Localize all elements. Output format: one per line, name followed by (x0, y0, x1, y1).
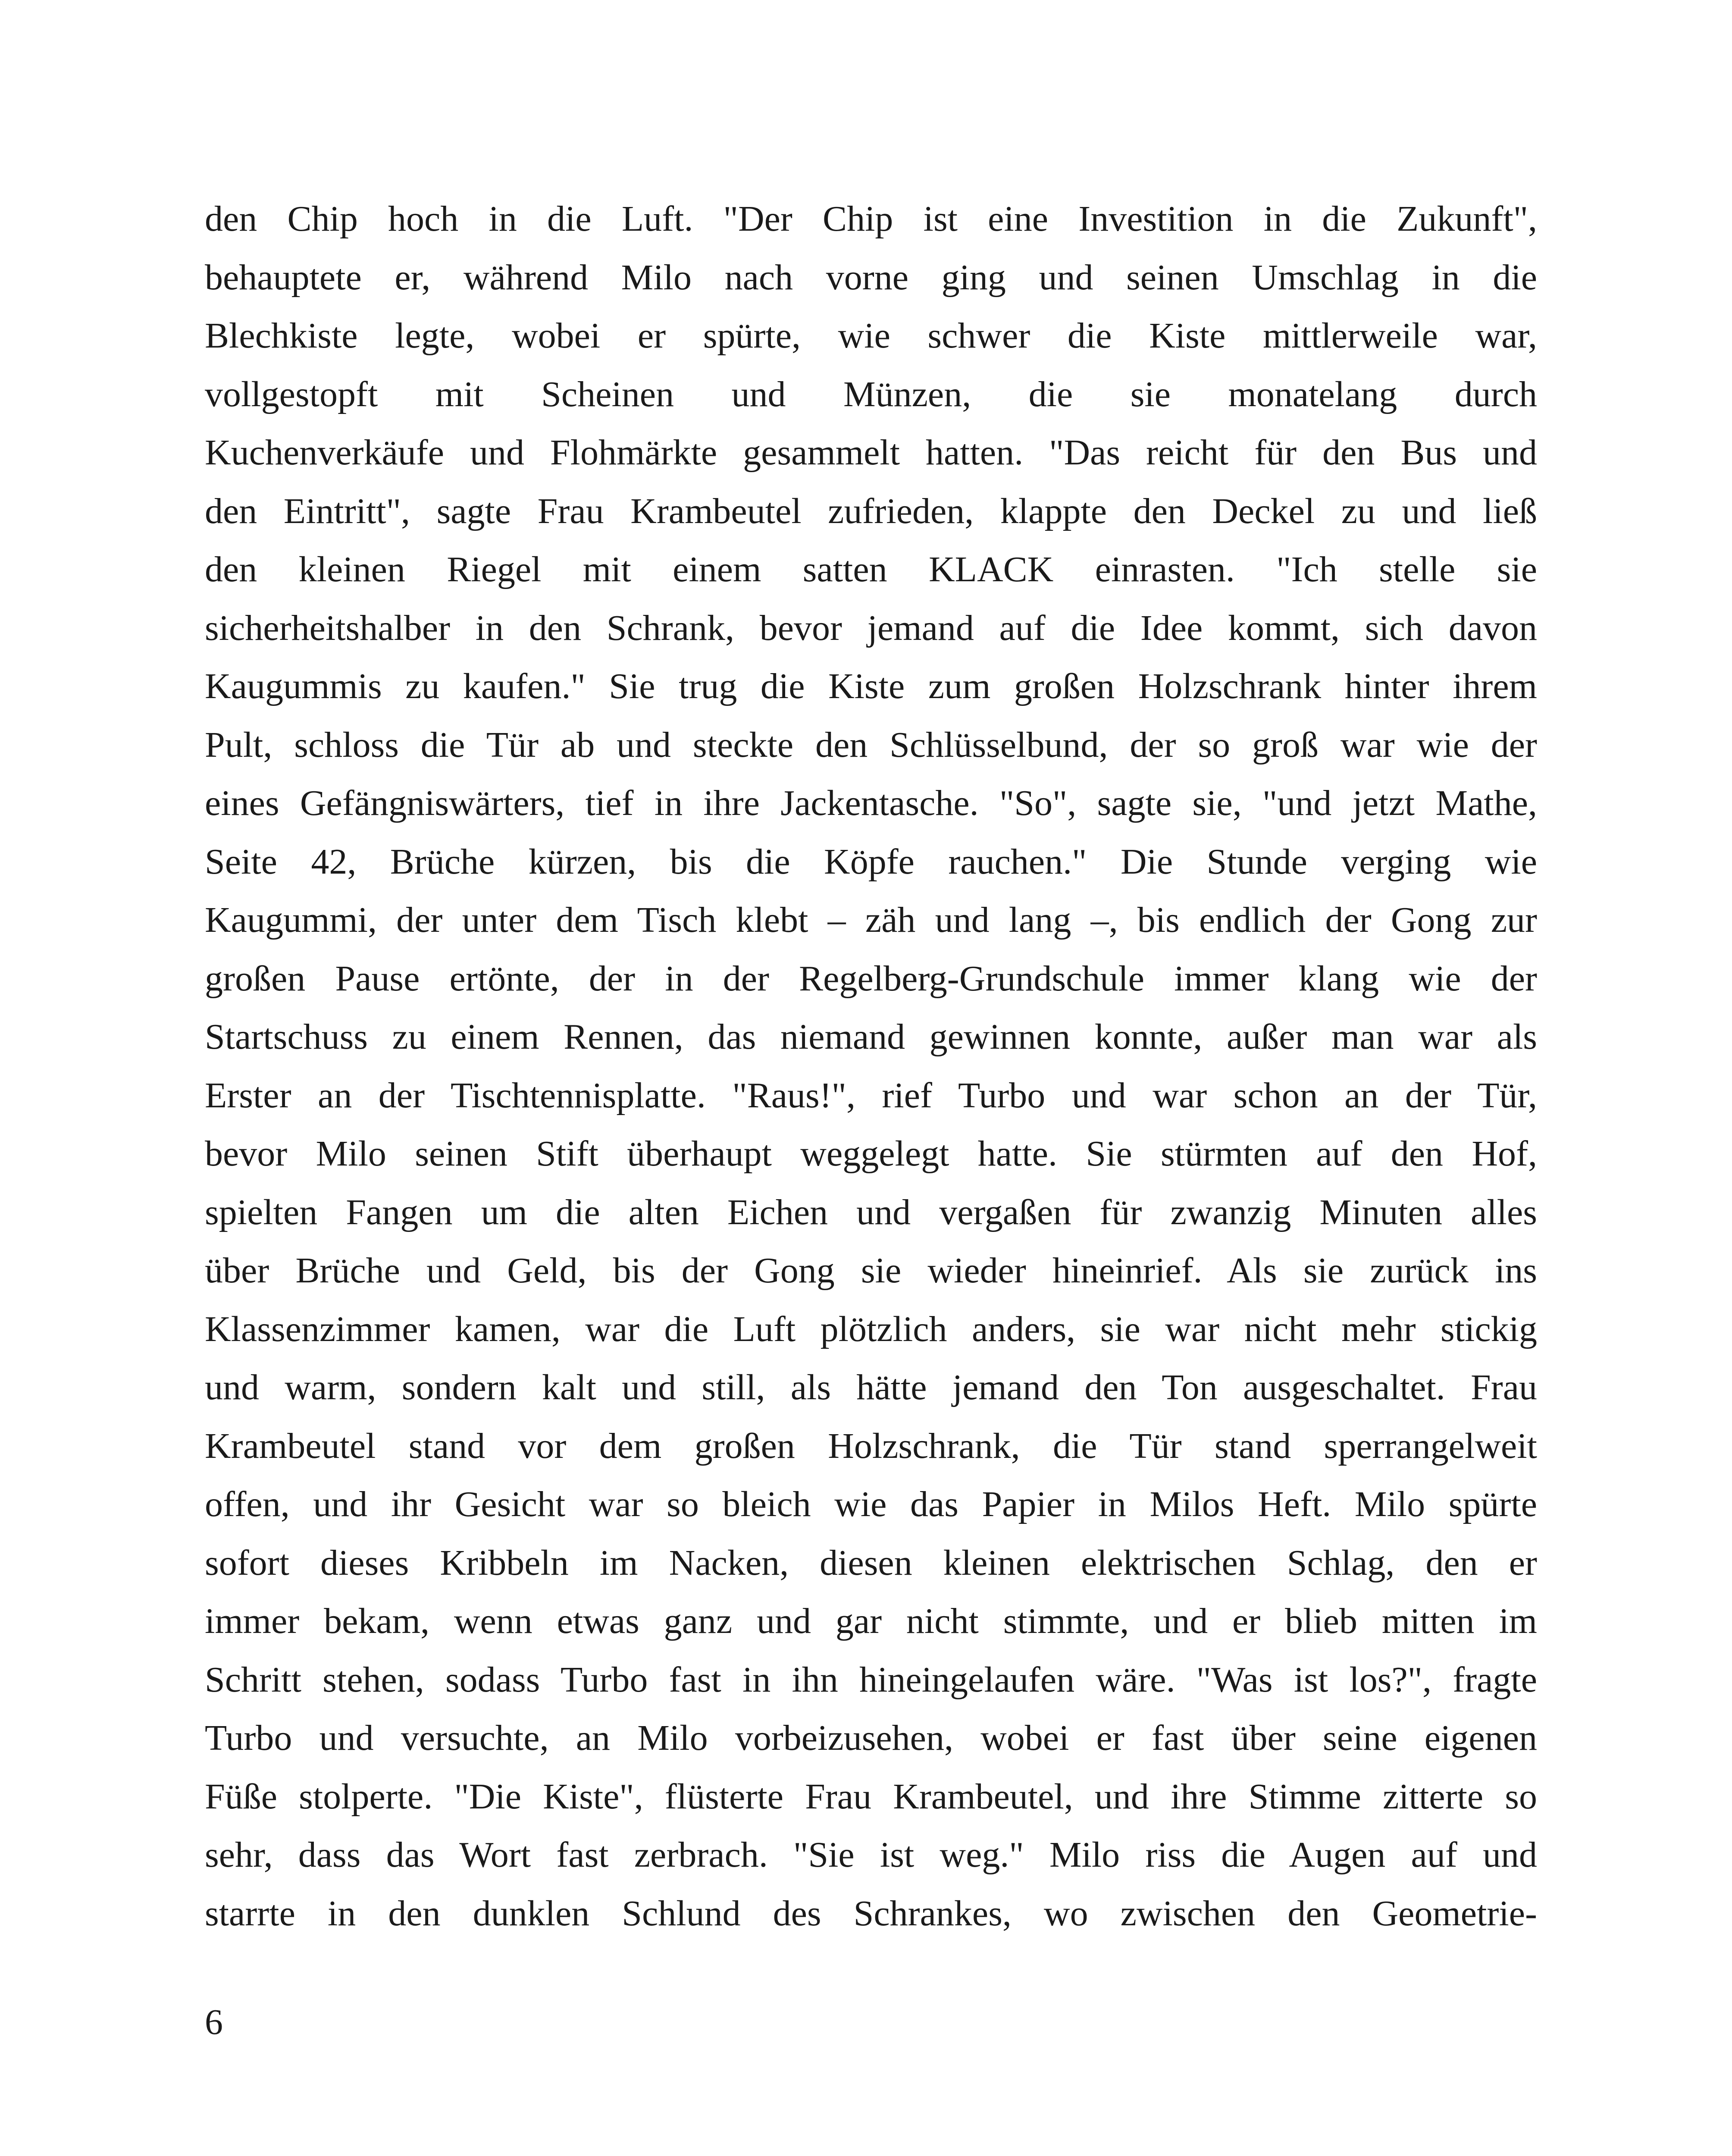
text-line: spielten Fangen um die alten Eichen und vergaßen für zwanzig Minuten alles (205, 1192, 1537, 1232)
text-line: Erster an der Tischtennisplatte. "Raus!", rief Turbo und war schon an der Tür, (205, 1075, 1537, 1116)
text-line: den Chip hoch in die Luft. "Der Chip ist eine Investition in die Zukunft", (205, 199, 1537, 239)
text-line: eines Gefängniswärters, tief in ihre Jackentasche. "So", sagte sie, "und jetzt Mathe, (205, 783, 1537, 823)
text-line: Turbo und versuchte, an Milo vorbeizusehen, wobei er fast über seine eigenen (205, 1718, 1537, 1758)
text-line: Kuchenverkäufe und Flohmärkte gesammelt hatten. "Das reicht für den Bus und (205, 432, 1537, 473)
text-line: großen Pause ertönte, der in der Regelberg-Grundschule immer klang wie der (205, 958, 1537, 999)
text-line: offen, und ihr Gesicht war so bleich wie das Papier in Milos Heft. Milo spürte (205, 1484, 1537, 1524)
text-line: Seite 42, Brüche kürzen, bis die Köpfe rauchen." Die Stunde verging wie (205, 841, 1537, 882)
text-line: Kaugummis zu kaufen." Sie trug die Kiste zum großen Holzschrank hinter ihrem (205, 666, 1537, 706)
text-line: den Eintritt", sagte Frau Krambeutel zufrieden, klappte den Deckel zu und ließ (205, 491, 1537, 531)
text-line: Krambeutel stand vor dem großen Holzschrank, die Tür stand sperrangelweit (205, 1426, 1537, 1466)
body-text (205, 190, 1537, 1943)
text-line: starrte in den dunklen Schlund des Schrankes, wo zwischen den Geometrie- (205, 1893, 1537, 1934)
text-line: immer bekam, wenn etwas ganz und gar nicht stimmte, und er blieb mitten im (205, 1601, 1537, 1641)
text-line: Schritt stehen, sodass Turbo fast in ihn hineingelaufen wäre. "Was ist los?", fragte (205, 1659, 1537, 1700)
text-line: Kaugummi, der unter dem Tisch klebt – zäh und lang –, bis endlich der Gong zur (205, 900, 1537, 940)
text-line: Pult, schloss die Tür ab und steckte den Schlüsselbund, der so groß war wie der (205, 724, 1537, 765)
text-line: und warm, sondern kalt und still, als hätte jemand den Ton ausgeschaltet. Frau (205, 1367, 1537, 1407)
text-line: behauptete er, während Milo nach vorne ging und seinen Umschlag in die (205, 257, 1537, 298)
text-line: Blechkiste legte, wobei er spürte, wie schwer die Kiste mittlerweile war, (205, 316, 1537, 356)
text-line: sofort dieses Kribbeln im Nacken, diesen kleinen elektrischen Schlag, den er (205, 1542, 1537, 1583)
text-line: über Brüche und Geld, bis der Gong sie wieder hineinrief. Als sie zurück ins (205, 1250, 1537, 1291)
text-line: den kleinen Riegel mit einem satten KLACK einrasten. "Ich stelle sie (205, 549, 1537, 589)
text-line: sicherheitshalber in den Schrank, bevor jemand auf die Idee kommt, sich davon (205, 608, 1537, 648)
text-line: bevor Milo seinen Stift überhaupt weggelegt hatte. Sie stürmten auf den Hof, (205, 1134, 1537, 1174)
page-number: 6 (205, 2002, 223, 2042)
text-line: Startschuss zu einem Rennen, das niemand gewinnen konnte, außer man war als (205, 1017, 1537, 1057)
text-line: vollgestopft mit Scheinen und Münzen, die sie monatelang durch (205, 374, 1537, 414)
text-line: Klassenzimmer kamen, war die Luft plötzlich anders, sie war nicht mehr stickig (205, 1309, 1537, 1349)
text-line: sehr, dass das Wort fast zerbrach. "Sie ist weg." Milo riss die Augen auf und (205, 1835, 1537, 1875)
text-line: Füße stolperte. "Die Kiste", flüsterte Frau Krambeutel, und ihre Stimme zitterte so (205, 1776, 1537, 1817)
